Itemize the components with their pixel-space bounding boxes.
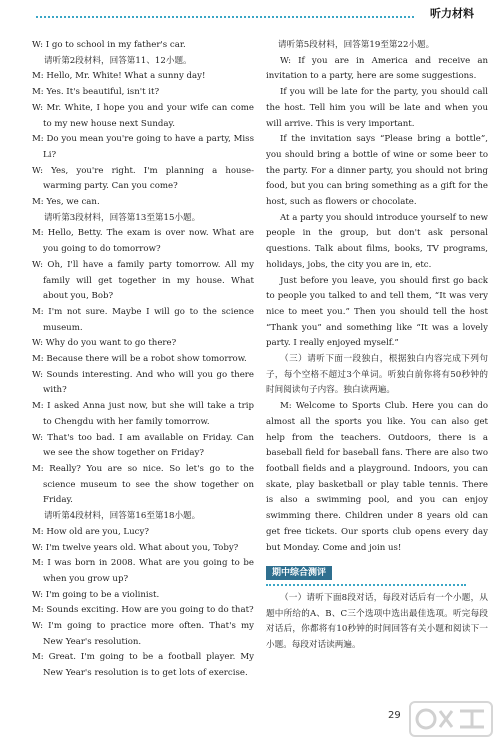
dialogue-line: W: Yes, you're right. I'm planning a house-warming party. Can you come?	[32, 165, 254, 192]
dialogue-line: M: Do you mean you're going to have a party, Miss Li?	[32, 134, 254, 160]
dialogue-line: W: That's too bad. I am available on Friday. Can we see the show together on Friday?	[32, 432, 254, 459]
dialogue-line: M: Yes. It's beautiful, isn't it?	[32, 87, 160, 98]
paragraph: Just before you leave, you should first go back to people you talked to and tell them, “It was very nice to meet you.” Then you should tell the host “Thank you” and something like “It was a lovely party. I really enjoyed myself.”	[266, 275, 488, 349]
page-number: 29	[388, 710, 401, 721]
dialogue-line: W: I go to school in my father's car.	[32, 40, 186, 50]
dialogue-line: W: I'm going to be a violinist.	[32, 589, 160, 600]
paragraph: W: If you are in America and receive an invitation to a party, here are some suggestions.	[266, 55, 488, 82]
dialogue-line: M: I'm not sure. Maybe I will go to the science museum.	[32, 306, 254, 333]
paragraph: （一）请听下面8段对话，每段对话后有一个小题，从题中所给的A、B、C三个选项中选出最佳选项。听完每段对话后，你都将有10秒钟的时间回答有关小题和阅读下一小题。每段对话读两遍。	[266, 592, 488, 651]
paragraph: （三）请听下面一段独白，根据独白内容完成下列句子，每个空格不超过3个单词。听独白前你将有50秒钟的时间阅读句子内容。独白读两遍。	[266, 354, 488, 396]
dialogue-line: M: Because there will be a robot show tomorrow.	[32, 354, 247, 365]
dialogue-line: W: Oh, I'll have a family party tomorrow. All my family will get together in my house. What about you, Bob?	[32, 259, 254, 302]
dialogue-line: W: I'm twelve years old. What about you, Toby?	[32, 542, 239, 553]
dialogue-line: W: Mr. White, I hope you and your wife can come to my new house next Sunday.	[32, 102, 254, 129]
header-dotted-rule	[36, 16, 414, 18]
right-column	[266, 38, 488, 654]
paragraph: At a party you should introduce yourself to new people in the group, but don't ask personal questions. Talk about films, books, TV programs, holidays, jobs, the city you are in, etc.	[266, 212, 488, 270]
section-badge: 期中综合测评	[266, 566, 332, 580]
paragraph: If you will be late for the party, you should call the host. Tell him you will be late and when you will arrive. This is very important.	[266, 87, 488, 129]
dialogue-line: W: I'm going to practice more often. That's my New Year's resolution.	[32, 621, 254, 647]
dialogue-line: M: Hello, Mr. White! What a sunny day!	[32, 71, 206, 82]
dialogue-line: M: Yes, we can.	[32, 197, 100, 208]
instruction-line: 请听第4段材料，回答第16至第18小题。	[44, 511, 201, 522]
header-title: 听力材料	[430, 7, 474, 20]
section-dotted-rule	[266, 584, 466, 586]
paragraph: If the invitation says “Please bring a bottle”, you should bring a bottle of wine or some beer to the party. For a dinner party, you should not bring food, but you can bring something as a gift for the host, such as flowers or chocolate.	[266, 134, 488, 208]
dialogue-line: W: Why do you want to go there?	[32, 338, 177, 349]
instruction-line: 请听第2段材料，回答第11、12小题。	[44, 55, 192, 66]
instruction-line: 请听第3段材料，回答第13至第15小题。	[44, 212, 201, 223]
dialogue-line: M: I asked Anna just now, but she will take a trip to Chengdu with her family tomorrow.	[32, 401, 254, 427]
watermark-logo-icon	[408, 699, 494, 739]
dialogue-line: M: I was born in 2008. What are you going to be when you grow up?	[32, 558, 254, 584]
left-column	[32, 38, 254, 682]
dialogue-line: M: Sounds exciting. How are you going to do that?	[32, 605, 254, 616]
dialogue-line: M: How old are you, Lucy?	[32, 526, 149, 537]
dialogue-line: M: Great. I'm going to be a football player. My New Year's resolution is to get lots of exercise.	[32, 652, 254, 679]
dialogue-line: M: Hello, Betty. The exam is over now. What are you going to do tomorrow?	[32, 228, 254, 255]
dialogue-line: W: Sounds interesting. And who will you go there with?	[32, 369, 254, 396]
instruction-line: 请听第5段材料，回答第19至第22小题。	[278, 40, 435, 50]
paragraph: M: Welcome to Sports Club. Here you can do almost all the sports you like. You can also get help from the teachers. Outdoors, there is a baseball field for baseball fans. There are also two football fields and a playground. Indoors, you can skate, play basketball or play table tennis. There is also a swimming pool, and you can enjoy swimming there. Children under 8 years old can get free tickets. Our sports club opens every day but Monday. Come and join us!	[266, 401, 488, 553]
dialogue-line: M: Really? You are so nice. So let's go to the science museum to see the show together on Friday.	[32, 463, 254, 506]
